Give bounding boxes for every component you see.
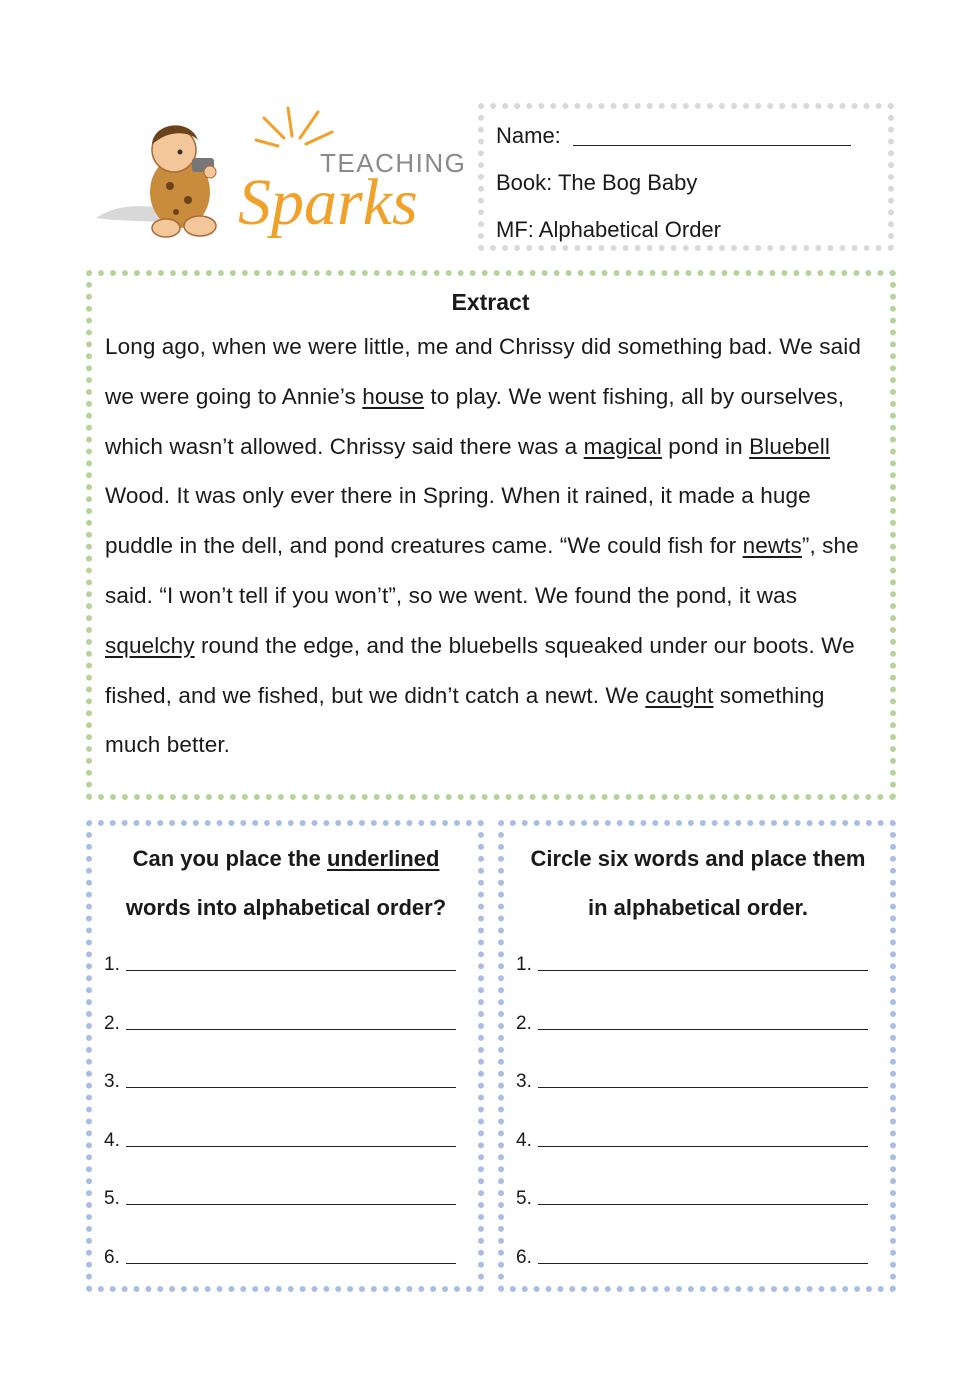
- answer-number: 5.: [516, 1188, 532, 1209]
- answer-number: 5.: [104, 1188, 120, 1209]
- student-info-box: [478, 103, 894, 251]
- task-right-question-line2: in alphabetical order.: [587, 895, 809, 920]
- task-right-question-line1: Circle six words and place them: [530, 846, 866, 871]
- answer-number: 6.: [516, 1246, 532, 1268]
- underlined-word: house: [362, 383, 425, 409]
- underlined-word: squelchy: [105, 632, 195, 658]
- left-answer-row: [104, 976, 468, 1035]
- underlined-word: magical: [583, 433, 662, 459]
- extract-text: [105, 322, 876, 770]
- answer-number: 4.: [104, 1129, 120, 1151]
- left-answer-row: [104, 1035, 468, 1094]
- answer-number: 3.: [104, 1071, 120, 1092]
- answer-number: 1.: [516, 954, 532, 975]
- underlined-word: newts: [742, 533, 802, 559]
- extract-text-segment: Wood. It was only ever there in Spring. When it rained, it made a huge puddle in the dell, and pond creatures came. “We could fish for: [105, 483, 811, 559]
- answer-blank-line[interactable]: [126, 1086, 456, 1088]
- right-answer-row: [516, 1093, 880, 1152]
- answer-number: 6.: [104, 1246, 120, 1268]
- extract-box: [86, 270, 896, 800]
- task-left-question: [104, 834, 468, 932]
- right-answer-row: [516, 1152, 880, 1211]
- extract-text-segment: round the edge, and the bluebells squeaked under our boots. We fished, and we fished, but we didn’t catch a newt. We: [105, 632, 855, 708]
- left-answer-row: [104, 1093, 468, 1152]
- right-answer-row: [516, 1210, 880, 1269]
- extract-text-segment: ”, she said. “I won’t tell if you won’t”, so we went. We found the pond, it was: [105, 533, 859, 608]
- right-answer-row: [516, 976, 880, 1035]
- teaching-sparks-logo: [92, 100, 464, 250]
- task-left-question-underlined: underlined: [326, 846, 440, 871]
- answer-number: 1.: [104, 954, 120, 975]
- extract-title: Extract: [451, 289, 530, 315]
- answer-blank-line[interactable]: [538, 1086, 868, 1088]
- task-left-question-part2: words into alphabetical order?: [125, 895, 447, 920]
- answer-blank-line[interactable]: [538, 1203, 868, 1205]
- answer-blank-line[interactable]: [126, 1145, 456, 1147]
- answer-blank-line[interactable]: [126, 1203, 456, 1205]
- task-right-question: [516, 834, 880, 932]
- logo-sparks-text: Sparks: [238, 166, 418, 239]
- answer-blank-line[interactable]: [538, 1028, 868, 1030]
- extract-text-segment: pond in: [661, 433, 750, 459]
- underlined-word: Bluebell: [749, 433, 830, 459]
- name-line: [496, 119, 888, 166]
- extract-text-segment: Long ago, when we were little, me and Chrissy did something bad. We said we were going to Annie’s: [105, 334, 861, 409]
- caveman-mascot-icon: [92, 100, 464, 250]
- answer-blank-line[interactable]: [538, 1262, 868, 1264]
- task-left-question-part1: Can you place the: [132, 846, 327, 871]
- answer-blank-line[interactable]: [538, 1145, 868, 1147]
- answer-blank-line[interactable]: [126, 969, 456, 971]
- answer-number: 2.: [516, 1012, 532, 1034]
- task-underlined-words: [86, 820, 484, 1292]
- answer-number: 3.: [516, 1071, 532, 1092]
- answer-number: 4.: [516, 1129, 532, 1151]
- extract-text-segment: something much better.: [105, 682, 825, 758]
- right-answer-row: [516, 936, 880, 976]
- answer-blank-line[interactable]: [126, 1262, 456, 1264]
- answer-number: 2.: [104, 1012, 120, 1034]
- underlined-word: caught: [645, 682, 714, 708]
- book-label: Book: The Bog Baby: [496, 170, 698, 195]
- name-label: Name:: [496, 123, 561, 148]
- answer-blank-line[interactable]: [538, 969, 868, 971]
- left-answer-row: [104, 936, 468, 976]
- extract-text-segment: to play. We went fishing, all by ourselves, which wasn’t allowed. Chrissy said there was a: [105, 383, 845, 459]
- logo-teaching-text: TEACHING: [320, 148, 464, 178]
- left-answer-row: [104, 1210, 468, 1269]
- answer-blank-line[interactable]: [126, 1028, 456, 1030]
- task-circle-words: [498, 820, 896, 1292]
- right-answer-row: [516, 1035, 880, 1094]
- left-answer-row: [104, 1152, 468, 1211]
- name-field[interactable]: [573, 123, 851, 146]
- focus-label: MF: Alphabetical Order: [496, 217, 721, 242]
